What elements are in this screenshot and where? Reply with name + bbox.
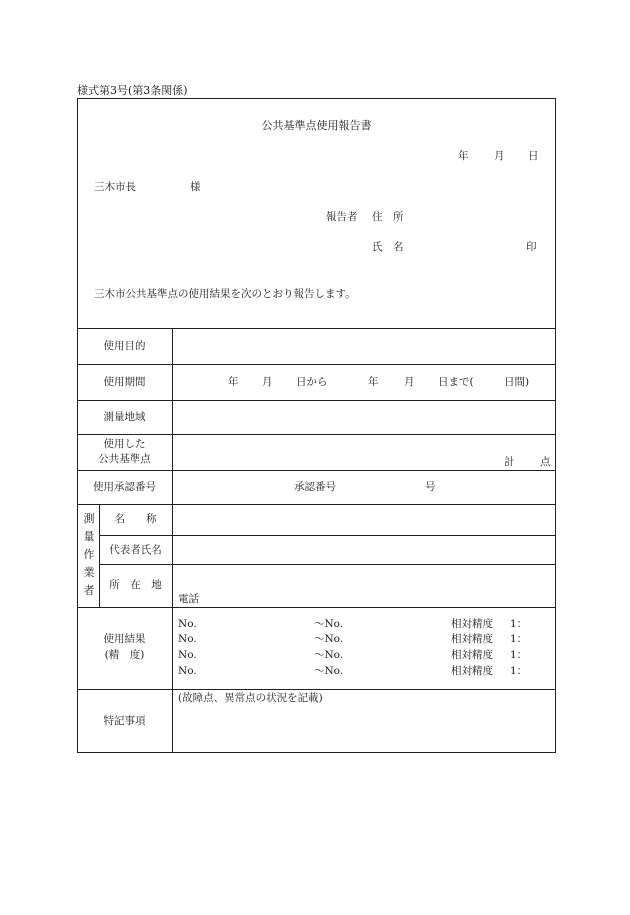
- row-divider: [77, 400, 556, 401]
- surveyor-group-char: 業: [83, 566, 95, 579]
- period-from-year: 年: [228, 376, 239, 388]
- result-accuracy: 相対精度: [451, 633, 493, 645]
- result-ratio: 1：: [510, 665, 528, 677]
- result-ratio: 1：: [510, 649, 528, 661]
- result-no: No.: [178, 633, 197, 645]
- date-year: 年: [458, 150, 469, 162]
- addressee-honorific: 様: [190, 181, 201, 193]
- surveyor-group-char: 作: [83, 548, 95, 561]
- surveyor-phone-label: 電話: [178, 593, 199, 605]
- date-day: 日: [528, 150, 539, 162]
- date-month: 月: [494, 150, 505, 162]
- surveyor-name-label: 名 称: [114, 513, 157, 525]
- row-divider: [77, 504, 556, 505]
- approval-number-label: 承認番号: [294, 481, 336, 493]
- period-from-month: 月: [262, 376, 273, 388]
- result-to: ～No.: [314, 618, 344, 630]
- points-unit-2: 点: [540, 456, 551, 468]
- surveyor-rep-label: 代表者氏名: [109, 544, 162, 556]
- reporter-address-label: 住 所: [372, 211, 404, 223]
- column-divider: [172, 328, 173, 753]
- form-number: 様式第3号(第3条関係): [77, 84, 188, 97]
- period-to-day: 日まで(: [438, 376, 474, 388]
- approval-suffix: 号: [425, 481, 436, 493]
- result-to: ～No.: [314, 665, 344, 677]
- area-label: 測量地域: [103, 411, 146, 423]
- form-title: 公共基準点使用報告書: [261, 119, 372, 132]
- approval-label: 使用承認番号: [93, 481, 156, 493]
- result-ratio: 1：: [510, 633, 528, 645]
- statement-text: 三木市公共基準点の使用結果を次のとおり報告します。: [94, 288, 356, 300]
- row-divider: [77, 434, 556, 435]
- surveyor-group-char: 測: [83, 512, 95, 525]
- results-label-line2: (精 度): [104, 649, 145, 661]
- row-divider: [77, 470, 556, 471]
- row-divider: [77, 689, 556, 690]
- seal-mark: 印: [526, 241, 537, 253]
- period-label: 使用期間: [103, 376, 146, 388]
- period-days: 日間): [504, 376, 530, 388]
- row-divider: [77, 328, 556, 329]
- result-ratio: 1：: [510, 618, 528, 630]
- addressee-name: 三木市長: [94, 181, 136, 193]
- row-divider: [77, 607, 556, 608]
- period-from-day: 日から: [296, 376, 328, 388]
- reporter-label: 報告者: [326, 211, 358, 223]
- remarks-label: 特記事項: [103, 715, 146, 727]
- reporter-name-label: 氏 名: [372, 241, 404, 253]
- points-label-line2: 公共基準点: [98, 453, 151, 465]
- result-accuracy: 相対精度: [451, 649, 493, 661]
- row-divider: [99, 564, 556, 565]
- surveyor-group-char: 者: [83, 584, 95, 597]
- row-divider: [77, 364, 556, 365]
- result-accuracy: 相対精度: [451, 665, 493, 677]
- result-no: No.: [178, 649, 197, 661]
- result-to: ～No.: [314, 633, 344, 645]
- result-no: No.: [178, 618, 197, 630]
- remarks-note: (故障点、異常点の状況を記載): [178, 692, 323, 704]
- result-accuracy: 相対精度: [451, 618, 493, 630]
- points-label-line1: 使用した: [103, 438, 146, 450]
- points-unit-1: 計: [504, 456, 515, 468]
- purpose-label: 使用目的: [103, 340, 146, 352]
- result-to: ～No.: [314, 649, 344, 661]
- results-label-line1: 使用結果: [103, 633, 146, 645]
- surveyor-group-char: 量: [83, 530, 95, 543]
- result-no: No.: [178, 665, 197, 677]
- surveyor-location-label: 所 在 地: [109, 579, 162, 591]
- period-to-month: 月: [404, 376, 415, 388]
- row-divider: [99, 535, 556, 536]
- period-to-year: 年: [368, 376, 379, 388]
